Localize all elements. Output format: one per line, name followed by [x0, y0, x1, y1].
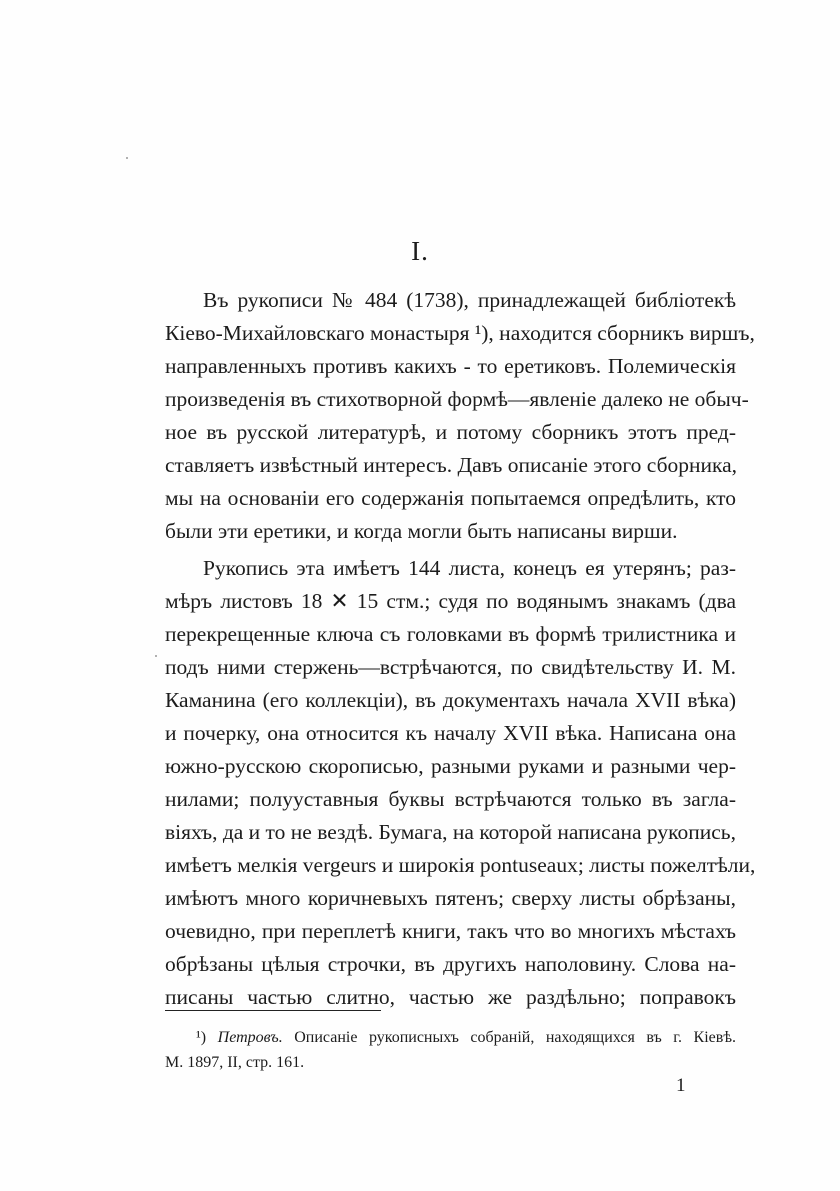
text-line: направленныхъ противъ какихъ - то еретиковъ. Полемическія	[165, 354, 736, 378]
text-line: имѣютъ много коричневыхъ пятенъ; сверху листы обрѣзаны,	[165, 886, 736, 910]
text-line: подъ ними стержень—встрѣчаются, по свидѣтельству И. М.	[165, 655, 736, 679]
text-line: Каманина (его коллекціи), въ документахъ начала XVII вѣка)	[165, 688, 736, 712]
text-line: и почерку, она относится къ началу XVII вѣка. Написана она	[165, 721, 736, 745]
text-line: имѣетъ мелкія vergeurs и широкія pontuseaux; листы пожелтѣли,	[165, 853, 756, 877]
page-number: 1	[676, 1075, 686, 1096]
text-line: віяхъ, да и то не вездѣ. Бумага, на которой написана рукопись,	[165, 820, 736, 844]
text-line: мѣръ листовъ 18 ✕ 15 стм.; судя по водянымъ знакамъ (два	[165, 589, 736, 613]
text-line: нилами; полууставныя буквы встрѣчаются только въ загла-	[165, 787, 736, 811]
text-line: мы на основаніи его содержанія попытаемся опредѣлить, кто	[165, 486, 736, 510]
text-line: ное въ русской литературѣ, и потому сборникъ этотъ пред-	[165, 420, 736, 444]
footnote-text: Описаніе рукописныхъ собраній, находящихся въ г. Кіевѣ.	[294, 1029, 737, 1046]
text-line: Рукопись эта имѣетъ 144 листа, конецъ ея утерянъ; раз-	[203, 556, 736, 580]
text-line: очевидно, при переплетѣ книги, такъ что во многихъ мѣстахъ	[165, 919, 736, 943]
scan-speck	[126, 157, 128, 159]
text-line: были эти еретики, и когда могли быть написаны вирши.	[165, 519, 678, 543]
footnote-rule	[165, 1010, 381, 1011]
text-line: обрѣзаны цѣлыя строчки, въ другихъ наполовину. Слова на-	[165, 952, 736, 976]
footnote-author: Петровъ.	[217, 1029, 283, 1046]
scan-speck	[155, 655, 157, 657]
text-line: Кіево-Михайловскаго монастыря ¹), находится сборникъ виршъ,	[165, 321, 755, 345]
footnote-marker: ¹)	[196, 1029, 207, 1046]
text-line: перекрещенные ключа съ головками въ формѣ трилистника и	[165, 622, 736, 646]
text-line: писаны частью слитно, частью же раздѣльно; поправокъ	[165, 985, 736, 1009]
text-line: ставляетъ извѣстный интересъ. Давъ описаніе этого сборника,	[165, 453, 738, 477]
text-line: южно-русскою скорописью, разными руками и разными чер-	[165, 754, 736, 778]
section-heading: I.	[411, 236, 429, 266]
text-line: произведенія въ стихотворной формѣ—явленіе далеко не обыч-	[165, 387, 749, 411]
footnote-line: М. 1897, II, стр. 161.	[165, 1054, 305, 1071]
text-line: Въ рукописи № 484 (1738), принадлежащей библіотекѣ	[203, 288, 736, 312]
footnote-line	[196, 1027, 736, 1049]
